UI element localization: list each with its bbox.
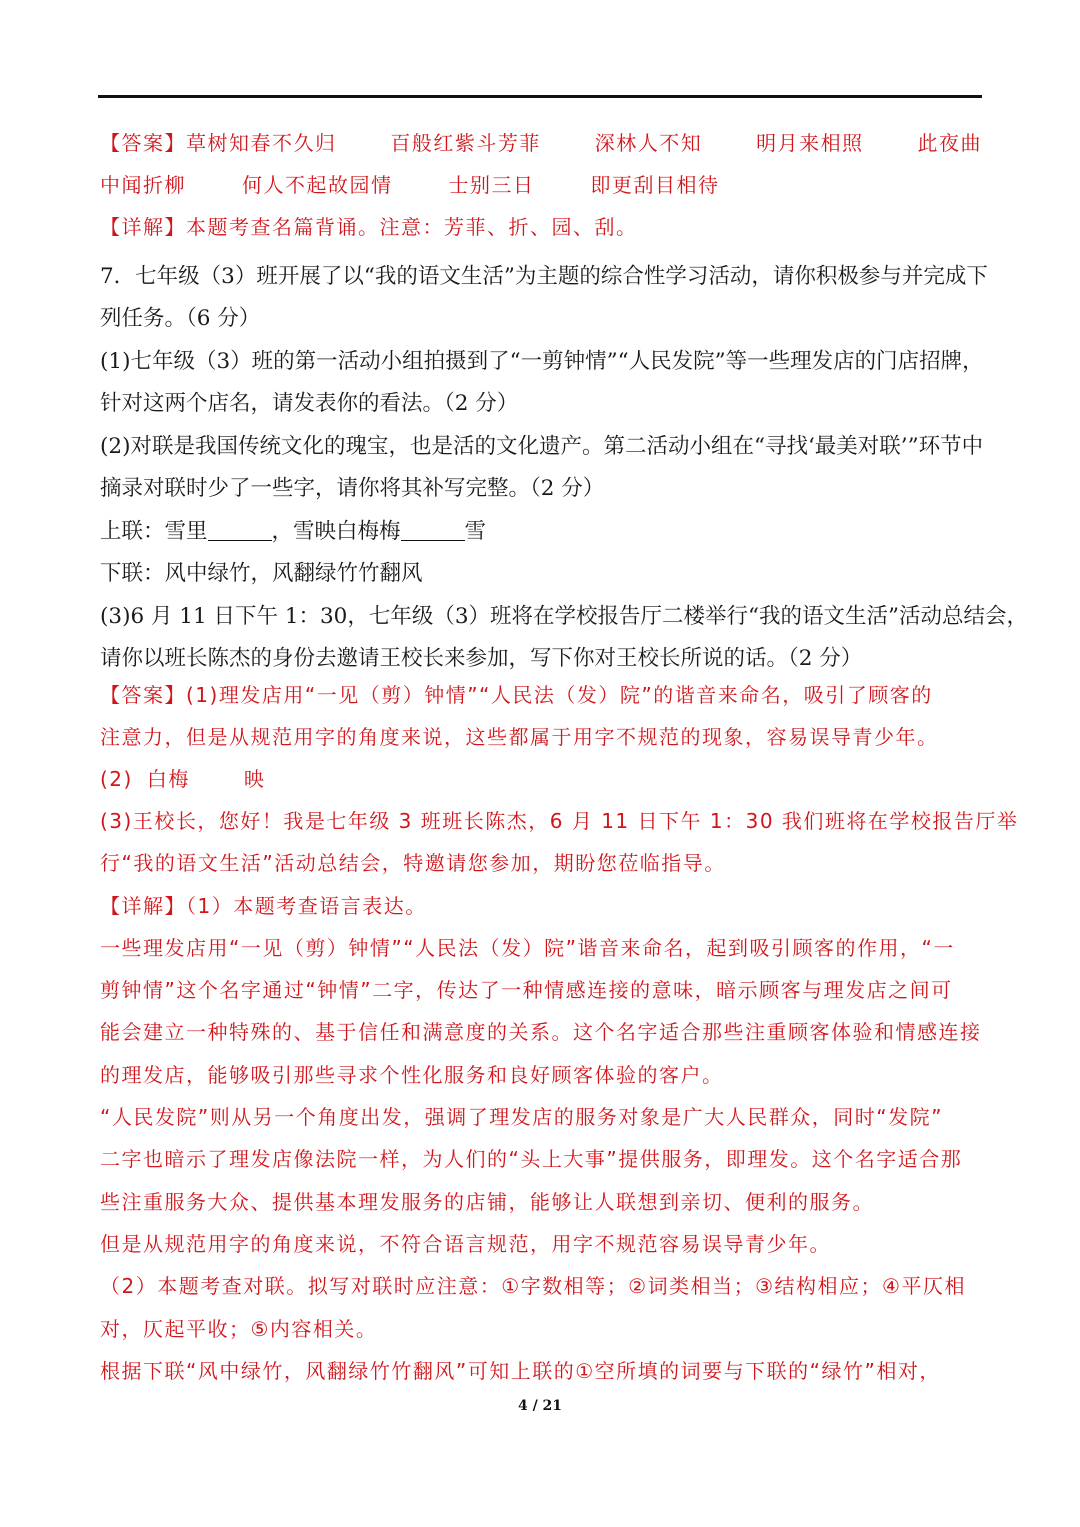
- question-sub3-line2: 请你以班长陈杰的身份去邀请王校长来参加，写下你对王校长所说的话。（2 分）: [100, 646, 863, 671]
- explain2-p1-line3: 能会建立一种特殊的、基于信任和满意度的关系。这个名字适合那些注重顾客体验和情感连接: [100, 1020, 982, 1044]
- explain2-p1-line2: 剪钟情”这个名字通过“钟情”二字，传达了一种情感连接的意味，暗示顾客与理发店之间可: [100, 978, 953, 1002]
- couplet-upper: 上联：雪里 ，雪映白梅梅 雪: [100, 519, 487, 544]
- answer1-line1: 【答案】草树知春不久归 百般红紫斗芳菲 深林人不知 明月来相照 此夜曲: [100, 131, 982, 155]
- couplet-lower: 下联：风中绿竹，风翻绿竹竹翻风: [100, 561, 423, 586]
- explain2-p1-line4: 的理发店，能够吸引那些寻求个性化服务和良好顾客体验的客户。: [100, 1063, 724, 1087]
- header-rule: [98, 95, 982, 98]
- fill-blank-2: [401, 518, 465, 541]
- explain1: 【详解】本题考查名篇背诵。注意：芳菲、折、园、刮。: [100, 215, 638, 239]
- explain2-p2-line2: 二字也暗示了理发店像法院一样，为人们的“头上大事”提供服务，即理发。这个名字适合那: [100, 1147, 963, 1171]
- explain-tag: 【详解】: [100, 215, 186, 239]
- answer2-line1: 【答案】(1)理发店用“一见（剪）钟情”“人民法（发）院”的谐音来命名，吸引了顾客的: [100, 683, 933, 707]
- explain2-title: 【详解】（1）本题考查语言表达。: [100, 894, 427, 918]
- answer2-part3-line1: (3)王校长，您好！我是七年级 3 班班长陈杰，6 月 11 日下午 1：30 我们班将在学校报告厅举: [100, 809, 1019, 833]
- explain-tag: 【详解】: [100, 894, 186, 918]
- answer2-line2: 注意力，但是从规范用字的角度来说，这些都属于用字不规范的现象，容易误导青少年。: [100, 725, 939, 749]
- answer2-part2: (2) 白梅 映: [100, 767, 266, 791]
- question-sub1-line1: (1)七年级（3）班的第一活动小组拍摄到了“一剪钟情”“人民发院”等一些理发店的门店招牌，: [100, 349, 984, 374]
- answer1-line2: 中闻折柳 何人不起故园情 士别三日 即更刮目相待: [100, 173, 720, 197]
- question-sub2-line1: (2)对联是我国传统文化的瑰宝，也是活的文化遗产。第二活动小组在“寻找‘最美对联’”环节中: [100, 434, 984, 459]
- question-stem-line2: 列任务。（6 分）: [100, 306, 261, 331]
- answer-tag: 【答案】: [100, 683, 186, 707]
- question-stem-line1: 7．七年级（3）班开展了以“我的语文生活”为主题的综合性学习活动，请你积极参与并完成下: [100, 264, 988, 289]
- explain2-e2-line2: 对，仄起平收；⑤内容相关。: [100, 1317, 378, 1341]
- explain2-e2-line1: （2）本题考查对联。拟写对联时应注意：①字数相等；②词类相当；③结构相应；④平仄相: [100, 1274, 966, 1298]
- question-sub2-line2: 摘录对联时少了一些字，请你将其补写完整。（2 分）: [100, 476, 605, 501]
- question-sub1-line2: 针对这两个店名，请发表你的看法。（2 分）: [100, 391, 519, 416]
- question-sub3-line1: (3)6 月 11 日下午 1：30，七年级（3）班将在学校报告厅二楼举行“我的语文生活”活动总结会，: [100, 604, 1029, 629]
- explain2-p3: 但是从规范用字的角度来说，不符合语言规范，用字不规范容易误导青少年。: [100, 1232, 831, 1256]
- explain2-e2-line3: 根据下联“风中绿竹，风翻绿竹竹翻风”可知上联的①空所填的词要与下联的“绿竹”相对，: [100, 1359, 941, 1383]
- fill-blank-1: [208, 518, 272, 541]
- page-number: 4 / 21: [517, 1398, 563, 1414]
- answer-tag: 【答案】: [100, 131, 186, 155]
- explain2-p1-line1: 一些理发店用“一见（剪）钟情”“人民法（发）院”谐音来命名，起到吸引顾客的作用，“一: [100, 936, 955, 960]
- explain2-p2-line3: 些注重服务大众、提供基本理发服务的店铺，能够让人联想到亲切、便利的服务。: [100, 1190, 874, 1214]
- explain2-p2-line1: “人民发院”则从另一个角度出发，强调了理发店的服务对象是广大人民群众，同时“发院”: [100, 1105, 943, 1129]
- answer2-part3-line2: 行“我的语文生活”活动总结会，特邀请您参加，期盼您莅临指导。: [100, 851, 726, 875]
